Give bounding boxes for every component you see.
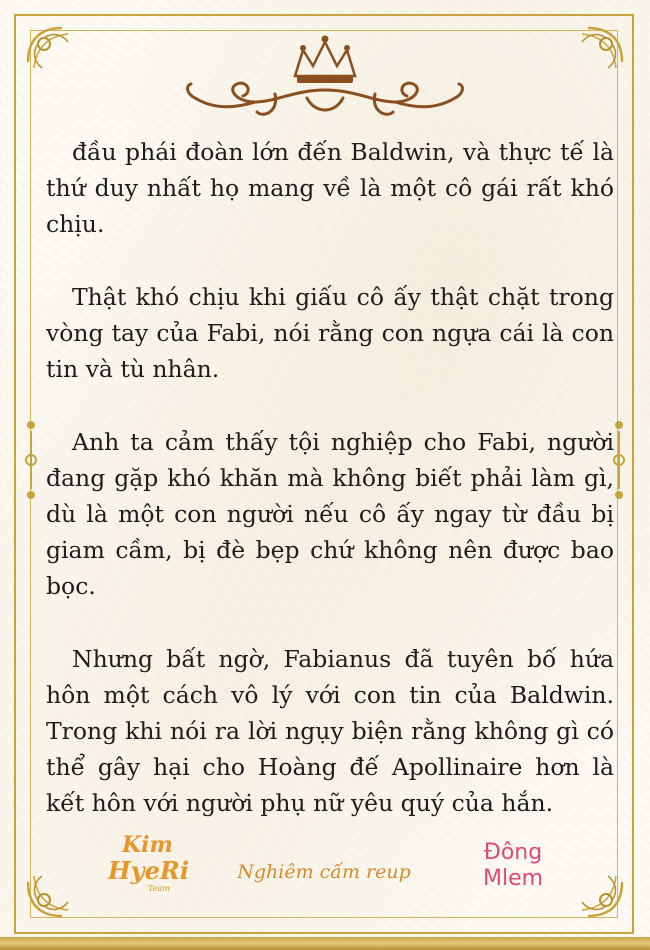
- logo-line: HyeRi: [108, 856, 189, 885]
- logo-line: Đông: [483, 840, 543, 865]
- corner-flourish-icon: [22, 22, 92, 92]
- corner-flourish-icon: [558, 22, 628, 92]
- paragraph: Thật khó chịu khi giấu cô ấy thật chặt trong vòng tay của Fabi, nói rằng con ngựa cái là con tin và tù nhân.: [46, 283, 614, 383]
- footer: [0, 820, 650, 900]
- paragraph: đầu phái đoàn lớn đến Baldwin, và thực tế là thứ duy nhất họ mang về là một cô gái rất khó chịu.: [46, 138, 614, 238]
- reup-notice: Nghiêm cấm reup: [237, 861, 411, 883]
- story-text: [46, 134, 614, 858]
- dong-mlem-logo: [458, 836, 568, 906]
- logo-line: Kim: [122, 832, 173, 858]
- bottom-gold-bar: [0, 937, 650, 950]
- paragraph: Nhưng bất ngờ, Fabianus đã tuyên bố hứa hôn một cách vô lý với con tin của Baldwin. Trong khi nói ra lời ngụy biện rằng không gì có thể gây hại cho Hoàng đế Apollinaire hơn là kết hôn với người phụ nữ yêu quý của hắn.: [46, 645, 614, 817]
- kim-hyeri-team-logo: [104, 832, 214, 902]
- side-ornament-icon: [612, 415, 626, 505]
- crown-ornament-icon: [175, 28, 475, 123]
- logo-line: Team: [148, 884, 170, 893]
- side-ornament-icon: [24, 415, 38, 505]
- logo-line: Mlem: [482, 866, 544, 891]
- paragraph: Anh ta cảm thấy tội nghiệp cho Fabi, người đang gặp khó khăn mà không biết phải làm gì, dù là một con người nếu cô ấy ngay từ đầu bị giam cầm, bị đè bẹp chứ không nên được bao bọc.: [46, 428, 614, 600]
